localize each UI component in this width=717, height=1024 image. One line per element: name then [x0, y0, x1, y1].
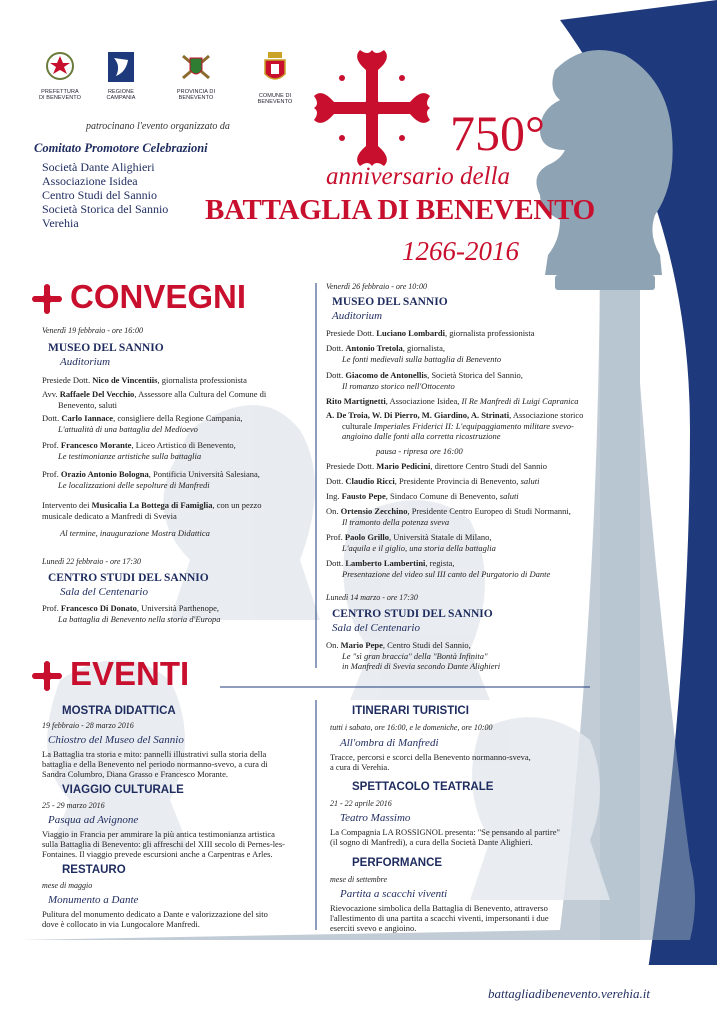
event-text-line: eserciti svevo e angioino.: [330, 923, 417, 933]
speaker-entry: [42, 500, 262, 521]
speaker-affiliation: , Presidente Provincia di Benevento,: [394, 476, 521, 486]
speaker-entry: [42, 469, 260, 490]
event-description: [330, 827, 560, 847]
speaker-role: Prof.: [42, 440, 61, 450]
speaker-name: Musicalia La Bottega di Famiglia: [91, 500, 213, 510]
speaker-name: Orazio Antonio Bologna: [60, 469, 149, 479]
logo-prefettura: [38, 50, 82, 101]
speaker-role: Prof.: [42, 469, 61, 479]
speaker-entry: [326, 396, 579, 407]
event-title: Teatro Massimo: [340, 812, 411, 824]
event-text-line: Viaggio in Francia per ammirare la più antica testimonianza artistica: [42, 829, 275, 839]
logo-caption: DI BENEVENTO: [38, 95, 82, 101]
speaker-role: Dott.: [326, 343, 346, 353]
event-description: [330, 903, 549, 933]
event-text-line: La Compagnia LA ROSSIGNOL presenta: "Se pensando al partire": [330, 827, 560, 837]
session-date: Lunedì 22 febbraio - ore 17:30: [42, 557, 142, 566]
logo-caption: REGIONE CAMPANIA: [106, 89, 136, 101]
anniversary-label: anniversario della: [326, 163, 511, 190]
speaker-role: On.: [326, 506, 341, 516]
session-room: Auditorium: [60, 356, 111, 368]
talk-title: saluti: [499, 491, 519, 501]
speaker-role: Dott.: [326, 476, 346, 486]
sponsor-line: patrocinano l'evento organizzato da: [86, 121, 230, 132]
talk-title: Imperiales Friderici II: L'equipaggiamento militare svevo-: [373, 420, 574, 431]
talk-title: Le testimonianze artistiche sulla battaglia: [58, 450, 202, 461]
event-description: [42, 749, 268, 779]
convegni-title: CONVEGNI: [70, 278, 247, 315]
speaker-affiliation: culturale: [342, 420, 374, 431]
talk-title: Il tramonto della potenza sveva: [342, 516, 450, 527]
session-room: Sala del Centenario: [332, 622, 420, 634]
speaker-role: Avv.: [42, 389, 60, 399]
pause-note: pausa - ripresa ore 16:00: [376, 446, 463, 456]
speaker-affiliation: , Liceo Artistico di Benevento,: [131, 440, 236, 450]
session-venue: MUSEO DEL SANNIO: [332, 296, 448, 308]
event-description: [330, 752, 531, 772]
logo-provincia: [162, 50, 230, 101]
event-text-line: Sandra Columbro, Diana Grasso e Francesco Morante.: [42, 769, 229, 779]
speaker-entry: [326, 476, 539, 487]
committee-member: Società Storica del Sannio: [42, 202, 169, 216]
speaker-affiliation: , Presidente Centro Europeo di Studi Normanni,: [407, 506, 571, 516]
event-heading: ITINERARI TURISTICI: [352, 705, 469, 717]
speaker-name: Mario Pepe: [340, 640, 383, 650]
event-text-line: Tracce, percorsi e scorci della Benevento normanno-sveva,: [330, 752, 531, 762]
speaker-name: Luciano Lombardi: [376, 328, 446, 338]
speaker-entry: [42, 389, 266, 410]
speaker-role: Dott.: [42, 413, 62, 423]
talk-title: musicale dedicato a Manfredi di Svevia: [42, 510, 177, 521]
speaker-affiliation: , Sindaco Comune di Benevento,: [385, 491, 500, 501]
committee-members: [42, 160, 168, 230]
logo-caption: PROVINCIA DI BENEVENTO: [176, 89, 216, 101]
event-text-line: l'allestimento di una partita a scacchi viventi, impersonanti i due: [330, 913, 549, 923]
speaker-affiliation: , Associazione Isidea,: [385, 396, 462, 406]
event-text-line: dove è collocato in via Lungocalore Manfredi.: [42, 919, 200, 929]
session-venue: CENTRO STUDI DEL SANNIO: [48, 572, 209, 584]
event-heading: RESTAURO: [62, 864, 126, 876]
speaker-name: Paolo Grillo: [344, 532, 390, 542]
speaker-affiliation: , consigliere della Regione Campania,: [113, 413, 243, 423]
event-heading: VIAGGIO CULTURALE: [62, 784, 184, 796]
talk-title: Le localizzazioni delle sepolture di Manfredi: [58, 479, 210, 490]
speaker-affiliation: , Associazione storico: [509, 410, 584, 420]
speaker-role: Prof.: [326, 532, 345, 542]
session-date: Lunedì 14 marzo - ore 17:30: [326, 593, 418, 602]
talk-title: Le "sì gran braccia" della "Bontà Infinita": [342, 650, 488, 661]
speaker-role: Dott.: [326, 558, 346, 568]
event-text-line: Pulitura del monumento dedicato a Dante e valorizzazione del sito: [42, 909, 268, 919]
speaker-entry: [326, 461, 547, 472]
speaker-affiliation: , direttore Centro Studi del Sannio: [430, 461, 547, 471]
speaker-entry: [42, 413, 242, 434]
talk-title: Le fonti medievali sulla battaglia di Benevento: [342, 353, 502, 364]
event-heading: MOSTRA DIDATTICA: [62, 705, 176, 717]
event-title: Chiostro del Museo del Sannio: [48, 734, 184, 746]
event-title: All'ombra di Manfredi: [340, 737, 439, 749]
speaker-name: Antonio Tretola: [345, 343, 403, 353]
event-text-line: La Battaglia tra storia e mito: pannelli illustrativi sulla storia della: [42, 749, 267, 759]
logo-caption: PREFETTURA: [41, 89, 79, 95]
logo-comune: [242, 50, 308, 105]
speaker-name: Rito Martignetti: [326, 396, 386, 406]
talk-title: La battaglia di Benevento nella storia d'Europa: [58, 613, 221, 624]
committee-title: Comitato Promotore Celebrazioni: [34, 141, 208, 155]
speaker-affiliation: , Università Statale di Milano,: [389, 532, 492, 542]
talk-title: in Manfredi di Svevia secondo Dante Alighieri: [342, 661, 501, 671]
event-date: 25 - 29 marzo 2016: [42, 801, 105, 810]
speaker-entry: [326, 410, 583, 442]
event-text-line: a cura di Verehia.: [330, 762, 390, 772]
speaker-entry: [42, 440, 236, 461]
speaker-name: Carlo Iannace: [61, 413, 114, 423]
speaker-affiliation: , giornalista professionista: [445, 328, 535, 338]
battle-title: BATTAGLIA DI BENEVENTO: [205, 194, 595, 226]
committee-member: Associazione Isidea: [42, 174, 138, 188]
talk-title: L'aquila e il giglio, una storia della battaglia: [342, 542, 496, 553]
speaker-affiliation: , Università Parthenope,: [136, 603, 220, 613]
session-venue: CENTRO STUDI DEL SANNIO: [332, 608, 493, 620]
session-date: Venerdì 19 febbraio - ore 16:00: [42, 326, 143, 335]
event-text-line: battaglia e della Benevento nel periodo normanno-svevo, a cura di: [42, 759, 268, 769]
speaker-entry: [326, 506, 571, 527]
speaker-name: Francesco Morante: [60, 440, 132, 450]
speaker-role: Presiede Dott.: [326, 461, 377, 471]
speaker-name: Raffaele Del Vecchio: [59, 389, 135, 399]
regione-campania-icon: [106, 50, 136, 84]
committee-member: Società Dante Alighieri: [42, 160, 155, 174]
anniversary-number: 750°: [450, 105, 545, 161]
speaker-name: Giacomo de Antonellis: [345, 370, 428, 380]
speaker-entry: [326, 532, 496, 553]
speaker-entry: [326, 370, 523, 391]
event-title: Monumento a Dante: [48, 894, 139, 906]
event-title: Partita a scacchi viventi: [340, 888, 448, 900]
event-heading: SPETTACOLO TEATRALE: [352, 781, 494, 793]
event-text-line: Fontaines. Il viaggio prevede escursioni anche a Carpentras e Arles.: [42, 849, 273, 859]
website-link[interactable]: battagliadibenevento.verehia.it: [488, 986, 650, 1001]
speaker-affiliation: , giornalista,: [402, 343, 446, 353]
eventi-title: EVENTI: [70, 655, 190, 692]
speaker-role: Dott.: [326, 370, 346, 380]
talk-title: Il romanzo storico nell'Ottocento: [342, 380, 455, 391]
event-date: mese di settembre: [330, 875, 388, 884]
speaker-entry: [326, 640, 500, 672]
speaker-entry: [326, 558, 550, 579]
speaker-name: Fausto Pepe: [341, 491, 386, 501]
session-room: Sala del Centenario: [60, 586, 148, 598]
event-text-line: Rievocazione simbolica della Battaglia di Benevento, attraverso: [330, 903, 548, 913]
event-text-line: sulla Battaglia di Benevento: gli affreschi del XIII secolo di Pernes-les-: [42, 839, 285, 849]
talk-title: L'attualità di una battaglia del Medioevo: [58, 423, 198, 434]
speaker-role: Presiede Dott.: [326, 328, 377, 338]
battle-years: 1266-2016: [402, 236, 519, 266]
speaker-entry: [42, 375, 247, 386]
committee-member: Centro Studi del Sannio: [42, 188, 157, 202]
logo-caption: COMUNE DI BENEVENTO: [257, 93, 293, 105]
footer-note: Il programma potrà subire modifiche e integrazioni, con altri eventi e convegni, che saranno comunicati a mezzo stampa.: [44, 943, 434, 952]
event-date: 21 - 22 aprile 2016: [330, 799, 392, 808]
speaker-role: Presiede Dott.: [42, 375, 93, 385]
speaker-role: Prof.: [42, 603, 61, 613]
speaker-role: Intervento dei: [42, 500, 92, 510]
committee-member: Verehia: [42, 216, 79, 230]
emblem-of-italy-icon: [45, 50, 75, 84]
talk-title: Benevento, saluti: [58, 399, 118, 410]
talk-title: Presentazione del video sul III canto del Purgatorio di Dante: [342, 568, 551, 579]
speaker-name: Ortensio Zecchino: [340, 506, 408, 516]
session-closing: Al termine, inaugurazione Mostra Didattica: [60, 528, 210, 538]
occitan-cross-icon: [314, 50, 430, 166]
speaker-affiliation: , giornalista professionista: [157, 375, 247, 385]
speaker-affiliation: , con un pezzo: [212, 500, 262, 510]
provincia-crest-icon: [179, 50, 213, 84]
session-date: Venerdì 26 febbraio - ore 10:00: [326, 282, 427, 291]
eventi-heading: [32, 656, 189, 692]
speaker-affiliation: , Pontificia Università Salesiana,: [148, 469, 260, 479]
talk-title: Il Re Manfredi di Luigi Capranica: [461, 396, 579, 406]
speaker-affiliation: , Centro Studi del Sannio,: [382, 640, 471, 650]
speaker-entry: [42, 603, 221, 624]
convegni-heading: [32, 279, 246, 315]
talk-title: saluti: [520, 476, 540, 486]
session-venue: MUSEO DEL SANNIO: [48, 342, 164, 354]
comune-crest-icon: [260, 50, 290, 88]
occitan-cross-icon: [32, 284, 62, 314]
speaker-affiliation: , Società Storica del Sannio,: [427, 370, 523, 380]
event-date: mese di maggio: [42, 881, 93, 890]
speaker-affiliation: , Assessore alla Cultura del Comune di: [134, 389, 267, 399]
speaker-affiliation: , regista,: [425, 558, 455, 568]
event-text-line: (il sogno di Manfredi), a cura della Società Dante Alighieri.: [330, 837, 533, 847]
session-room: Auditorium: [332, 310, 383, 322]
speaker-name: Nico de Vincentiis: [92, 375, 158, 385]
event-description: [42, 829, 285, 859]
event-date: tutti i sabato, ore 16:00, e le domeniche, ore 10:00: [330, 723, 493, 732]
occitan-cross-icon: [32, 661, 62, 691]
event-title: Pasqua ad Avignone: [48, 814, 139, 826]
speaker-role: On.: [326, 640, 341, 650]
speaker-entry: [326, 328, 535, 339]
speaker-entry: [326, 491, 519, 502]
event-heading: PERFORMANCE: [352, 857, 443, 869]
speaker-name: Claudio Ricci: [345, 476, 395, 486]
speaker-name: A. De Troia, W. Di Pierro, M. Giardino, A. Strinati: [326, 410, 510, 420]
talk-title: angioino dalle fonti alla corretta ricostruzione: [342, 431, 501, 441]
speaker-role: Ing.: [326, 491, 342, 501]
event-description: [42, 909, 268, 929]
event-date: 19 febbraio - 28 marzo 2016: [42, 721, 134, 730]
speaker-name: Mario Pedicini: [376, 461, 431, 471]
speaker-name: Lamberto Lambertini: [345, 558, 426, 568]
speaker-entry: [326, 343, 501, 364]
logo-regione-campania: [96, 50, 146, 101]
speaker-name: Francesco Di Donato: [60, 603, 137, 613]
